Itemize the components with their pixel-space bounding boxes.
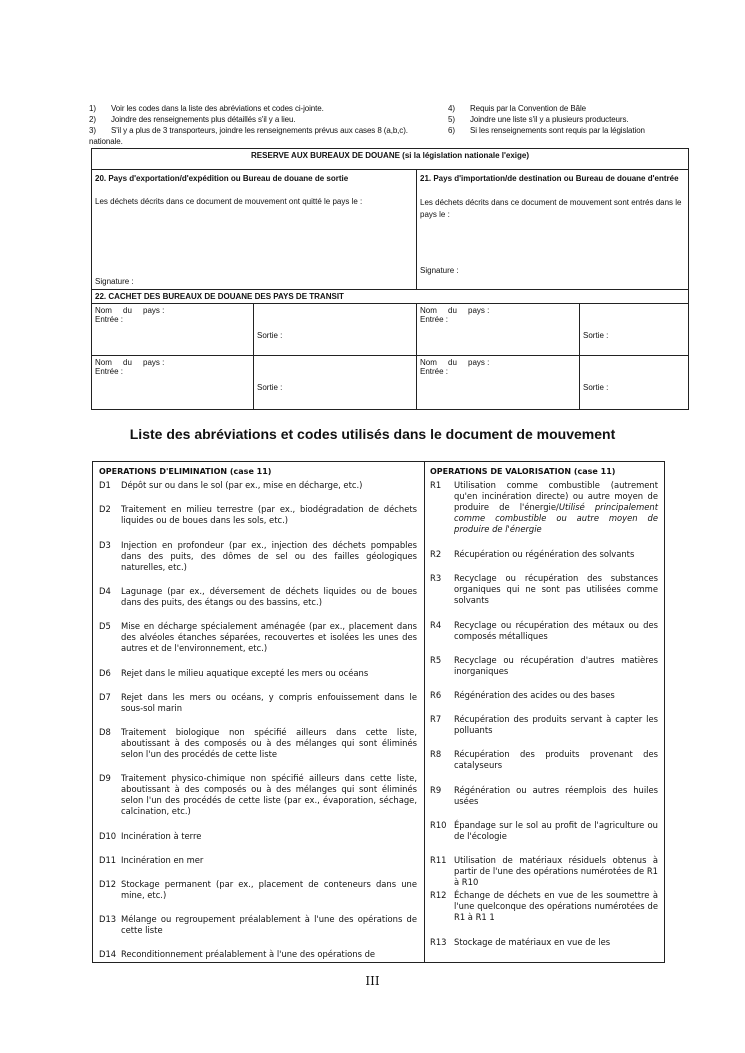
disposal-item: D4 Lagunage (par ex., déversement de déchets liquides ou de boues dans des puits, des étangs ou des bassins, etc.) [99,586,417,607]
footnote-1: 1) Voir les codes dans la liste des abréviations et codes ci-jointe. [89,104,324,113]
list-title: Liste des abréviations et codes utilisés dans le document de mouvement [129,426,616,442]
entry-label: Entrée : [95,367,124,376]
recovery-item: R4 Recyclage ou récupération des métaux ou des composés métalliques [430,620,658,641]
recovery-column [430,462,658,947]
disposal-item: D3 Injection en profondeur (par ex., injection des déchets pompables dans des puits, des dômes de sel ou des failles géologiques naturelles, etc.) [99,540,417,572]
exit-label: Sortie : [583,383,609,392]
disposal-title: OPERATIONS D'ELIMINATION (case 11) [99,467,272,476]
entry-label: Entrée : [95,315,124,324]
footnote-5: 5) Joindre une liste s'il y a plusieurs producteurs. [448,115,629,124]
footnote-6: 6) Si les renseignements sont requis par la législation [448,126,645,135]
exit-label: Sortie : [583,331,609,340]
column-divider [424,462,425,962]
page-number: III [365,974,380,988]
entry-label: Entrée : [420,367,449,376]
disposal-item: D14 Reconditionnement préalablement à l'une des opérations de [99,949,376,959]
recovery-item: R2 Récupération ou régénération des solvants [430,549,635,559]
recovery-item: R11 Utilisation de matériaux résiduels obtenus à partir de l'une des opérations numérotées de R1 à R10 [430,855,658,887]
transit-3-country [92,356,254,410]
transit-1-exit [254,304,417,356]
disposal-item: D6 Rejet dans le milieu aquatique excepté les mers ou océans [99,668,369,678]
exit-label: Sortie : [257,331,283,340]
recovery-item: R1 Utilisation comme combustible (autrement qu'en incinération directe) ou autre moyen de produire de l'énergie/Utilisé principalement comme combustible ou autre moyen de produire de l'énergie [430,480,658,534]
country-label: Nom du pays : [95,358,165,367]
disposal-item: D5 Mise en décharge spécialement aménagée (par ex., placement dans des alvéoles étanches séparées, recouvertes et isolées les unes des autres et de l'environnement, etc.) [99,621,417,653]
country-label: Nom du pays : [420,306,490,315]
recovery-item: R10 Épandage sur le sol au profit de l'agriculture ou de l'écologie [430,820,658,841]
disposal-item: D13 Mélange ou regroupement préalablement à l'une des opérations de cette liste [99,914,417,935]
country-label: Nom du pays : [420,358,490,367]
disposal-item: D12 Stockage permanent (par ex., placement de conteneurs dans une mine, etc.) [99,879,417,900]
transit-2-country [417,304,580,356]
disposal-item: D2 Traitement en milieu terrestre (par ex., biodégradation de déchets liquides ou de boues dans les sols, etc.) [99,504,417,525]
country-label: Nom du pays : [95,306,165,315]
transit-3-exit [254,356,417,410]
box-20-signature: Signature : [95,277,134,286]
footnote-4: 4) Requis par la Convention de Bâle [448,104,586,113]
recovery-item: R9 Régénération ou autres réemplois des huiles usées [430,785,658,806]
customs-header: RESERVE AUX BUREAUX DE DOUANE (si la législation nationale l'exige) [92,149,689,170]
box-20-text: Les déchets décrits dans ce document de mouvement ont quitté le pays le : [95,197,363,206]
box-21-title: 21. Pays d'importation/de destination ou Bureau de douane d'entrée [420,174,679,183]
transit-2-exit [580,304,689,356]
footnote-continuation: nationale. [89,137,123,146]
recovery-item: R6 Régénération des acides ou des bases [430,690,615,700]
recovery-item: R7 Récupération des produits servant à capter les polluants [430,714,658,735]
disposal-item: D11 Incinération en mer [99,855,204,865]
recovery-item: R13 Stockage de matériaux en vue de les [430,937,611,947]
recovery-item: R8 Récupération des produits provenant des catalyseurs [430,749,658,770]
exit-label: Sortie : [257,383,283,392]
recovery-title: OPERATIONS DE VALORISATION (case 11) [430,467,616,476]
recovery-item: R3 Recyclage ou récupération des substances organiques qui ne sont pas utilisées comme solvants [430,573,658,605]
box-22-title: 22. CACHET DES BUREAUX DE DOUANE DES PAYS DE TRANSIT [92,290,689,304]
box-21 [417,170,689,290]
disposal-column [99,462,417,959]
box-20-title: 20. Pays d'exportation/d'expédition ou Bureau de douane de sortie [95,174,349,183]
recovery-item: R12 Échange de déchets en vue de les soumettre à l'une quelconque des opérations numérotées de R1 à R1 1 [430,890,658,922]
box-20 [92,170,417,290]
disposal-item: D10 Incinération à terre [99,831,202,841]
disposal-item: D8 Traitement biologique non spécifié ailleurs dans cette liste, aboutissant à des composés ou à des mélanges qui sont éliminés selon l'un des procédés de cette liste [99,727,417,759]
entry-label: Entrée : [420,315,449,324]
transit-1-country [92,304,254,356]
box-21-text: Les déchets décrits dans ce document de mouvement sont entrés dans le pays le : [420,198,682,219]
codes-table [92,461,665,963]
customs-table [91,148,689,410]
disposal-item: D9 Traitement physico-chimique non spécifié ailleurs dans cette liste, aboutissant à des composés ou à des mélanges qui sont éliminés selon l'un des procédés de cette liste (par ex., évaporation, séchage, calcination, etc.) [99,773,417,816]
transit-4-country [417,356,580,410]
footnote-2: 2) Joindre des renseignements plus détaillés s'il y a lieu. [89,115,296,124]
disposal-item: D7 Rejet dans les mers ou océans, y compris enfouissement dans le sous-sol marin [99,692,417,713]
footnote-3: 3) S'il y a plus de 3 transporteurs, joindre les renseignements prévus aux cases 8 (a,b,c). [89,126,408,135]
box-21-signature: Signature : [420,266,459,275]
disposal-item: D1 Dépôt sur ou dans le sol (par ex., mise en décharge, etc.) [99,480,363,490]
transit-4-exit [580,356,689,410]
recovery-item: R5 Recyclage ou récupération d'autres matières inorganiques [430,655,658,676]
